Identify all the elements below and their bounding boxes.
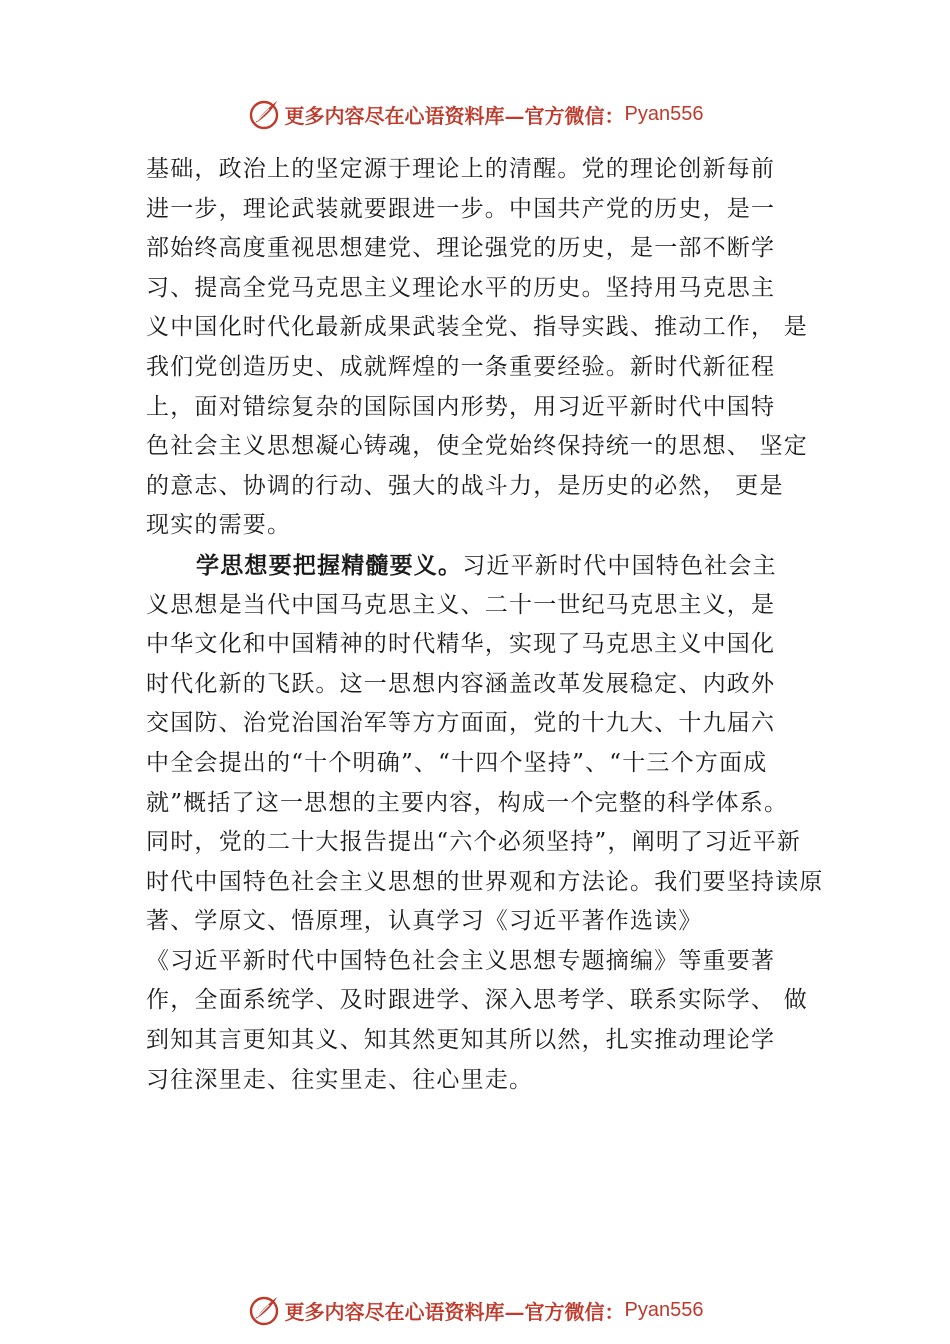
- text-line: 部始终高度重视思想建党、理论强党的历史，是一部不断学: [146, 235, 776, 262]
- footer-wechat-id: Pyan556: [624, 1298, 704, 1321]
- text-line: 上，面对错综复杂的国际国内形势，用习近平新时代中国特: [146, 393, 776, 420]
- header-wechat-id: Pyan556: [624, 102, 704, 125]
- header-banner: [0, 94, 950, 134]
- text-span: 习近平新时代中国特色社会主: [462, 552, 777, 579]
- paragraph-heading: 学思想要把握精髓要义。: [196, 551, 463, 579]
- text-line: 中全会提出的“十个明确”、“十四个坚持”、“十三个方面成: [146, 749, 768, 776]
- text-line: 《习近平新时代中国特色社会主义思想专题摘编》等重要著: [146, 947, 776, 974]
- text-line: 义思想是当代中国马克思主义、二十一世纪马克思主义，是: [146, 591, 776, 618]
- text-line: 现实的需要。: [146, 512, 292, 539]
- text-line: 习往深里走、往实里走、往心里走。: [146, 1066, 534, 1093]
- text-line: 就”概括了这一思想的主要内容，构成一个完整的科学体系。: [146, 789, 789, 816]
- text-line: [146, 546, 826, 586]
- text-line: 时代化新的飞跃。这一思想内容涵盖改革发展稳定、内政外: [146, 670, 776, 697]
- text-line: 基础，政治上的坚定源于理论上的清醒。党的理论创新每前: [146, 156, 776, 182]
- paragraph-1: [146, 150, 826, 546]
- text-line: 义中国化时代化最新成果武装全党、指导实践、推动工作， 是: [146, 314, 808, 341]
- text-line: 进一步，理论武装就要跟进一步。中国共产党的历史，是一: [146, 195, 776, 222]
- footer-banner: [0, 1290, 950, 1330]
- text-line: 我们党创造历史、成就辉煌的一条重要经验。新时代新征程: [146, 353, 776, 380]
- quill-logo-icon: [247, 1293, 281, 1327]
- text-line: 时代中国特色社会主义思想的世界观和方法论。我们要坚持读原: [146, 868, 824, 895]
- header-banner-text: 更多内容尽在心语资料库—官方微信：: [284, 103, 625, 128]
- text-line: 同时，党的二十大报告提出“六个必须坚持”，阐明了习近平新: [146, 829, 802, 856]
- quill-logo-icon: [247, 97, 281, 131]
- text-line: 著、学原文、悟原理，认真学习《习近平著作选读》: [146, 908, 703, 935]
- text-line: 的意志、协调的行动、强大的战斗力，是历史的必然， 更是: [146, 472, 784, 499]
- text-line: 中华文化和中国精神的时代精华，实现了马克思主义中国化: [146, 631, 776, 658]
- text-line: 交国防、治党治国治军等方方面面，党的十九大、十九届六: [146, 710, 776, 737]
- footer-banner-text: 更多内容尽在心语资料库—官方微信：: [284, 1299, 625, 1324]
- text-line: 作，全面系统学、及时跟进学、深入思考学、联系实际学、 做: [146, 987, 808, 1014]
- text-line: 到知其言更知其义、知其然更知其所以然，扎实推动理论学: [146, 1027, 776, 1054]
- document-body: [146, 150, 826, 1100]
- text-line: 色社会主义思想凝心铸魂，使全党始终保持统一的思想、 坚定: [146, 433, 808, 460]
- text-line: 习、提高全党马克思主义理论水平的历史。坚持用马克思主: [146, 274, 776, 301]
- paragraph-2: [146, 546, 826, 1100]
